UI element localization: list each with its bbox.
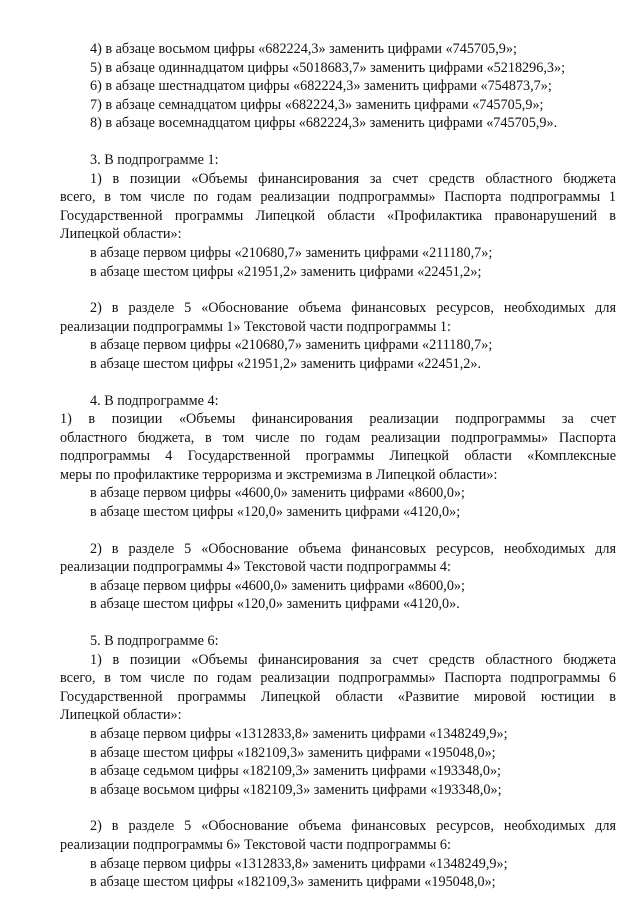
list-item: в абзаце первом цифры «4600,0» заменить цифрами «8600,0»; [90, 577, 465, 594]
list-item: в абзаце первом цифры «4600,0» заменить цифрами «8600,0»; [90, 485, 465, 502]
paragraph [60, 410, 616, 484]
paragraph-line: Государственной программы Липецкой области «Развитие мировой юстиции в [60, 688, 616, 705]
list-item: в абзаце шестом цифры «21951,2» заменить цифрами «22451,2». [90, 355, 482, 372]
paragraph [60, 817, 616, 854]
paragraph-line: 1) в позиции «Объемы финансирования за счет средств областного бюджета [90, 651, 616, 668]
paragraph-line: всего, в том числе по годам реализации подпрограммы» Паспорта подпрограммы 6 [60, 670, 616, 687]
paragraph-line: 1) в позиции «Объемы финансирования за счет средств областного бюджета [90, 170, 616, 187]
paragraph-line: подпрограммы 4 Государственной программы Липецкой области «Комплексные [60, 448, 616, 465]
list-item: в абзаце шестом цифры «21951,2» заменить цифрами «22451,2»; [90, 263, 482, 280]
list-item: 8) в абзаце восемнадцатом цифры «682224,3» заменить цифрами «745705,9». [90, 115, 558, 132]
list-item: в абзаце первом цифры «1312833,8» заменить цифрами «1348249,9»; [90, 855, 508, 872]
paragraph [60, 540, 616, 577]
amendments-list-top [60, 40, 616, 133]
section-5 [60, 632, 616, 892]
paragraph-line: меры по профилактике терроризма и экстремизма в Липецкой области»: [60, 466, 498, 483]
paragraph-line: 2) в разделе 5 «Обоснование объема финансовых ресурсов, необходимых для [90, 540, 616, 557]
list-item: в абзаце шестом цифры «120,0» заменить цифрами «4120,0». [90, 596, 460, 613]
paragraph-line: 2) в разделе 5 «Обоснование объема финансовых ресурсов, необходимых для [90, 818, 616, 835]
list-item: в абзаце первом цифры «210680,7» заменить цифрами «211180,7»; [90, 337, 493, 354]
paragraph [60, 170, 616, 244]
section-heading: 5. В подпрограмме 6: [90, 633, 219, 650]
list-item: в абзаце седьмом цифры «182109,3» заменить цифрами «193348,0»; [90, 763, 501, 780]
paragraph-line: всего, в том числе по годам реализации подпрограммы» Паспорта подпрограммы 1 [60, 189, 616, 206]
list-item: 4) в абзаце восьмом цифры «682224,3» заменить цифрами «745705,9»; [90, 41, 517, 57]
paragraph-line: 1) в позиции «Объемы финансирования реализации подпрограммы за счет [60, 411, 616, 428]
list-item: в абзаце шестом цифры «182109,3» заменить цифрами «195048,0»; [90, 874, 496, 891]
list-item: в абзаце шестом цифры «182109,3» заменить цифрами «195048,0»; [90, 744, 496, 761]
list-item: в абзаце первом цифры «1312833,8» заменить цифрами «1348249,9»; [90, 726, 508, 742]
paragraph-line: Липецкой области»: [60, 226, 182, 243]
list-item: в абзаце первом цифры «210680,7» заменить цифрами «211180,7»; [90, 244, 493, 261]
section-3 [60, 151, 616, 374]
paragraph [60, 299, 616, 336]
paragraph-line: реализации подпрограммы 6» Текстовой части подпрограммы 6: [60, 836, 451, 853]
paragraph-line: Липецкой области»: [60, 707, 182, 724]
paragraph-line: 2) в разделе 5 «Обоснование объема финансовых ресурсов, необходимых для [90, 300, 616, 317]
document-body [60, 40, 616, 892]
section-heading: 4. В подпрограмме 4: [90, 392, 219, 409]
paragraph-line: реализации подпрограммы 1» Текстовой части подпрограммы 1: [60, 318, 451, 335]
paragraph-line: Государственной программы Липецкой области «Профилактика правонарушений в [60, 207, 616, 224]
list-item: 5) в абзаце одиннадцатом цифры «5018683,7» заменить цифрами «5218296,3»; [90, 59, 566, 76]
list-item: 6) в абзаце шестнадцатом цифры «682224,3» заменить цифрами «754873,7»; [90, 78, 552, 95]
list-item: 7) в абзаце семнадцатом цифры «682224,3» заменить цифрами «745705,9»; [90, 96, 544, 113]
paragraph-line: реализации подпрограммы 4» Текстовой части подпрограммы 4: [60, 559, 451, 576]
paragraph-line: областного бюджета, в том числе по годам реализации подпрограммы» Паспорта [60, 429, 616, 446]
section-heading: 3. В подпрограмме 1: [90, 151, 219, 168]
section-4 [60, 392, 616, 615]
paragraph [60, 651, 616, 725]
list-item: в абзаце шестом цифры «120,0» заменить цифрами «4120,0»; [90, 504, 461, 521]
list-item: в абзаце восьмом цифры «182109,3» заменить цифрами «193348,0»; [90, 781, 502, 798]
